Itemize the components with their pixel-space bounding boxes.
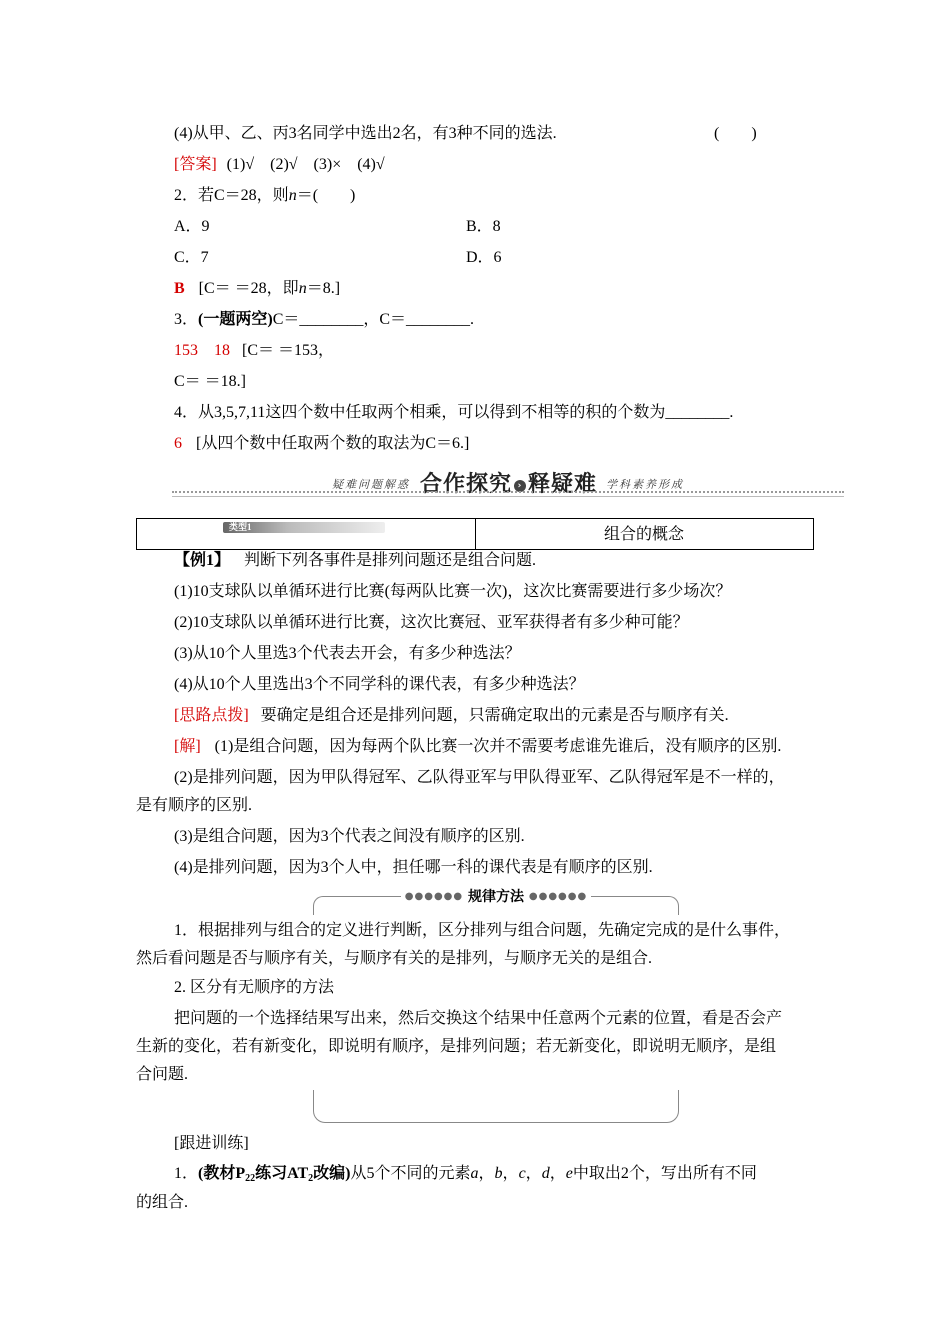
- method-box-bottom: [313, 1090, 679, 1123]
- chevron-right-icon: ›: [514, 480, 526, 492]
- option-b: B．8: [466, 218, 501, 235]
- method-box-top: [313, 889, 679, 915]
- method-p1b: 然后看问题是否与顺序有关，与顺序有关的是排列，与顺序无关的是组合.: [136, 950, 653, 967]
- example-item-2: (2)10支球队以单循环进行比赛，这次比赛冠、亚军获得者有多少种可能？: [174, 614, 689, 631]
- method-p3c: 合问题.: [136, 1066, 189, 1083]
- banner-title: 合作探究 › 释疑难: [420, 472, 598, 497]
- method-p3b: 生新的变化，若有新变化，即说明有顺序，是排列问题；若无新变化，即说明无顺序，是组: [136, 1038, 777, 1055]
- answer-body: (1)√ (2)√ (3)× (4)√: [226, 156, 385, 173]
- answer-paren: ( ): [714, 125, 757, 142]
- answer-1: [174, 154, 385, 176]
- example-item-1: (1)10支球队以单循环进行比赛(每两队比赛一次)，这次比赛需要进行多少场次？: [174, 583, 732, 600]
- followup-q1: 1．(教材$P_{22}$练习$AT_2$改编)从5个不同的元素a，b，c，d，e中取出2个，写出所有不同: [174, 1165, 757, 1184]
- question-1-4: (4)从甲、乙、丙3名同学中选出2名，有3种不同的选法.: [174, 125, 557, 142]
- question-3: 3．(一题两空)C＝________，C＝________.: [174, 311, 475, 328]
- option-c: C．7: [174, 249, 209, 266]
- answer-3: 153 18 [C＝ ＝153，: [174, 342, 335, 359]
- section-banner: [172, 467, 844, 499]
- solution-2b: 是有顺序的区别.: [136, 797, 253, 814]
- answer-4: 6 [从四个数中任取两个数的取法为C＝6.]: [174, 435, 470, 452]
- solution-3: (3)是组合问题，因为3个代表之间没有顺序的区别.: [174, 828, 525, 845]
- hint: [思路点拨] 要确定是组合还是排列问题，只需确定取出的元素是否与顺序有关.: [174, 707, 729, 724]
- followup-q1-cont: 的组合.: [136, 1194, 189, 1211]
- followup-heading: [跟进训练]: [174, 1135, 249, 1152]
- answer-3-line2: C＝ ＝18.]: [174, 373, 247, 390]
- method-p1a: 1．根据排列与组合的定义进行判断，区分排列与组合问题，先确定完成的是什么事件，: [174, 922, 791, 939]
- type-table: [136, 518, 814, 550]
- example-item-4: (4)从10个人里选出3个不同学科的课代表，有多少种选法？: [174, 676, 585, 693]
- method-p3a: 把问题的一个选择结果写出来，然后交换这个结果中任意两个元素的位置，看是否会产: [174, 1010, 783, 1027]
- question-4: 4．从3,5,7,11这四个数中任取两个相乘，可以得到不相等的积的个数为________.: [174, 404, 734, 421]
- hint-label: [思路点拨]: [174, 707, 249, 724]
- method-title: ●●●●●● 规律方法 ●●●●●●: [314, 886, 678, 906]
- solution-label: [解]: [174, 738, 201, 755]
- example-stem: 【例1】 判断下列各事件是排列问题还是组合问题.: [174, 552, 537, 569]
- example-item-3: (3)从10个人里选3个代表去开会，有多少种选法？: [174, 645, 521, 662]
- solution-2a: (2)是排列问题，因为甲队得冠军、乙队得亚军与甲队得亚军、乙队得冠军是不一样的，: [174, 769, 785, 786]
- banner-dotted-rule: [172, 491, 844, 493]
- solution-4: (4)是排列问题，因为3个人中，担任哪一科的课代表是有顺序的区别.: [174, 859, 653, 876]
- example-label: 【例1】: [174, 552, 231, 569]
- question-2: 2．若C＝28，则n＝( ): [174, 187, 356, 204]
- solution-1: [解] (1)是组合问题，因为每两个队比赛一次并不需要考虑谁先谁后，没有顺序的区别.: [174, 738, 782, 755]
- type-tag: 类型1: [223, 522, 385, 533]
- answer-2: B [C＝ ＝28，即n＝8.]: [174, 280, 341, 297]
- banner-left-caption: 疑难问题解惑: [332, 479, 410, 491]
- banner-right-caption: 学科素养形成: [606, 479, 684, 491]
- option-a: A．9: [174, 218, 210, 235]
- banner-solid-rule: [172, 496, 844, 497]
- option-d: D．6: [466, 249, 502, 266]
- type-title: 组合的概念: [603, 524, 684, 543]
- method-p2: 2. 区分有无顺序的方法: [174, 979, 335, 996]
- answer-label: [答案]: [174, 156, 217, 173]
